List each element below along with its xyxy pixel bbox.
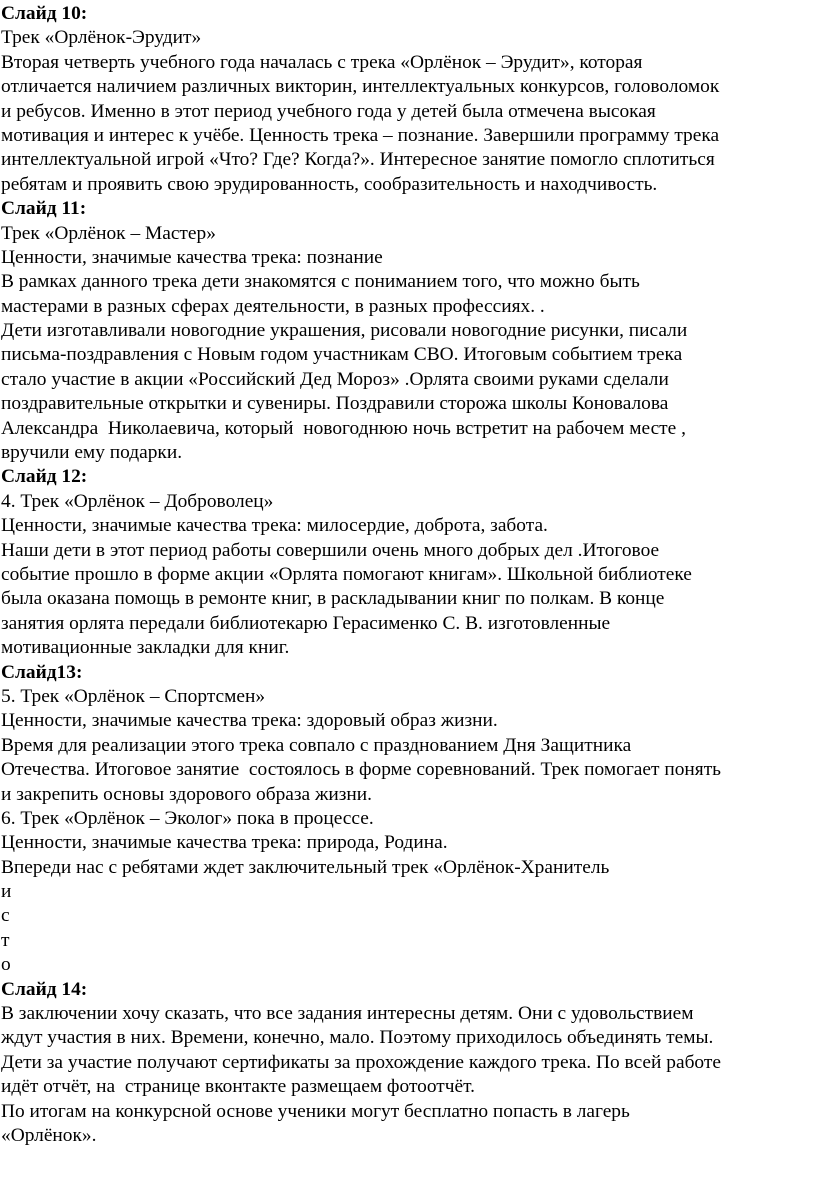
- paragraph-line: стало участие в акции «Российский Дед Мороз» .Орлята своими руками сделали: [1, 368, 669, 390]
- slide-11-heading: Слайд 11:: [1, 198, 87, 220]
- paragraph-line: Впереди нас с ребятами ждет заключительный трек «Орлёнок-Хранитель: [1, 856, 610, 878]
- paragraph-line: и закрепить основы здорового образа жизни.: [1, 783, 373, 805]
- slide-10-heading: Слайд 10:: [1, 3, 88, 24]
- paragraph-line: вручили ему подарки.: [1, 442, 183, 464]
- paragraph-line: идёт отчёт, на странице вконтакте размещаем фотоотчёт.: [1, 1076, 475, 1098]
- paragraph-line: занятия орлята передали библиотекарю Герасименко С. В. изготовленные: [1, 612, 611, 634]
- track-sportsman-title: 5. Трек «Орлёнок – Спортсмен»: [1, 685, 266, 707]
- paragraph-line: была оказана помощь в ремонте книг, в раскладывании книг по полкам. В конце: [1, 588, 665, 610]
- track-master-title: Трек «Орлёнок – Мастер»: [1, 222, 216, 244]
- paragraph-line: и ребусов. Именно в этот период учебного года у детей была отмечена высокая: [1, 100, 656, 122]
- paragraph-line: ждут участия в них. Времени, конечно, мало. Поэтому приходилось объединять темы.: [1, 1027, 714, 1049]
- track-erudit-title: Трек «Орлёнок-Эрудит»: [1, 27, 202, 49]
- paragraph-line: Дети изготавливали новогодние украшения, рисовали новогодние рисунки, писали: [1, 320, 688, 342]
- stray-letter-line: т: [1, 929, 10, 951]
- stray-letter-line: и: [1, 881, 12, 903]
- slide-13-heading: Слайд13:: [1, 661, 83, 683]
- track-volunteer-title: 4. Трек «Орлёнок – Доброволец»: [1, 490, 274, 512]
- paragraph-line: В заключении хочу сказать, что все задания интересны детям. Они с удовольствием: [1, 1003, 694, 1025]
- paragraph-line: Вторая четверть учебного года началась с трека «Орлёнок – Эрудит», которая: [1, 51, 643, 73]
- paragraph-line: Ценности, значимые качества трека: познание: [1, 246, 383, 268]
- paragraph-line: «Орлёнок».: [1, 1124, 97, 1146]
- paragraph-line: Ценности, значимые качества трека: природа, Родина.: [1, 832, 448, 854]
- paragraph-line: Время для реализации этого трека совпало с празднованием Дня Защитника: [1, 734, 632, 756]
- paragraph-line: Наши дети в этот период работы совершили очень много добрых дел .Итоговое: [1, 539, 660, 561]
- stray-letter-line: с: [1, 905, 10, 927]
- paragraph-line: Ценности, значимые качества трека: здоровый образ жизни.: [1, 710, 498, 732]
- paragraph-line: В рамках данного трека дети знакомятся с пониманием того, что можно быть: [1, 271, 640, 293]
- paragraph-line: письма-поздравления с Новым годом участникам СВО. Итоговым событием трека: [1, 344, 683, 366]
- paragraph-line: поздравительные открытки и сувениры. Поздравили сторожа школы Коновалова: [1, 393, 669, 415]
- paragraph-line: По итогам на конкурсной основе ученики могут бесплатно попасть в лагерь: [1, 1100, 630, 1122]
- paragraph-line: событие прошло в форме акции «Орлята помогают книгам». Школьной библиотеке: [1, 563, 692, 585]
- track-ecologist-title: 6. Трек «Орлёнок – Эколог» пока в процессе.: [1, 807, 374, 829]
- paragraph-line: мотивационные закладки для книг.: [1, 637, 290, 659]
- paragraph-line: мотивация и интерес к учёбе. Ценность трека – познание. Завершили программу трека: [1, 124, 720, 146]
- paragraph-line: интеллектуальной игрой «Что? Где? Когда?». Интересное занятие помогло сплотиться: [1, 149, 715, 171]
- paragraph-line: Ценности, значимые качества трека: милосердие, доброта, забота.: [1, 515, 548, 537]
- paragraph-line: Александра Николаевича, который новогоднюю ночь встретит на рабочем месте ,: [1, 417, 686, 439]
- slide-14-heading: Слайд 14:: [1, 978, 88, 1000]
- slide-12-heading: Слайд 12:: [1, 466, 88, 488]
- stray-letter-line: о: [1, 954, 11, 976]
- paragraph-line: мастерами в разных сферах деятельности, в разных профессиях. .: [1, 295, 545, 317]
- paragraph-line: ребятам и проявить свою эрудированность, сообразительность и находчивость.: [1, 173, 658, 195]
- paragraph-line: Отечества. Итоговое занятие состоялось в форме соревнований. Трек помогает понять: [1, 759, 722, 781]
- paragraph-line: Дети за участие получают сертификаты за прохождение каждого трека. По всей работе: [1, 1051, 721, 1073]
- paragraph-line: отличается наличием различных викторин, интеллектуальных конкурсов, головоломок: [1, 76, 720, 98]
